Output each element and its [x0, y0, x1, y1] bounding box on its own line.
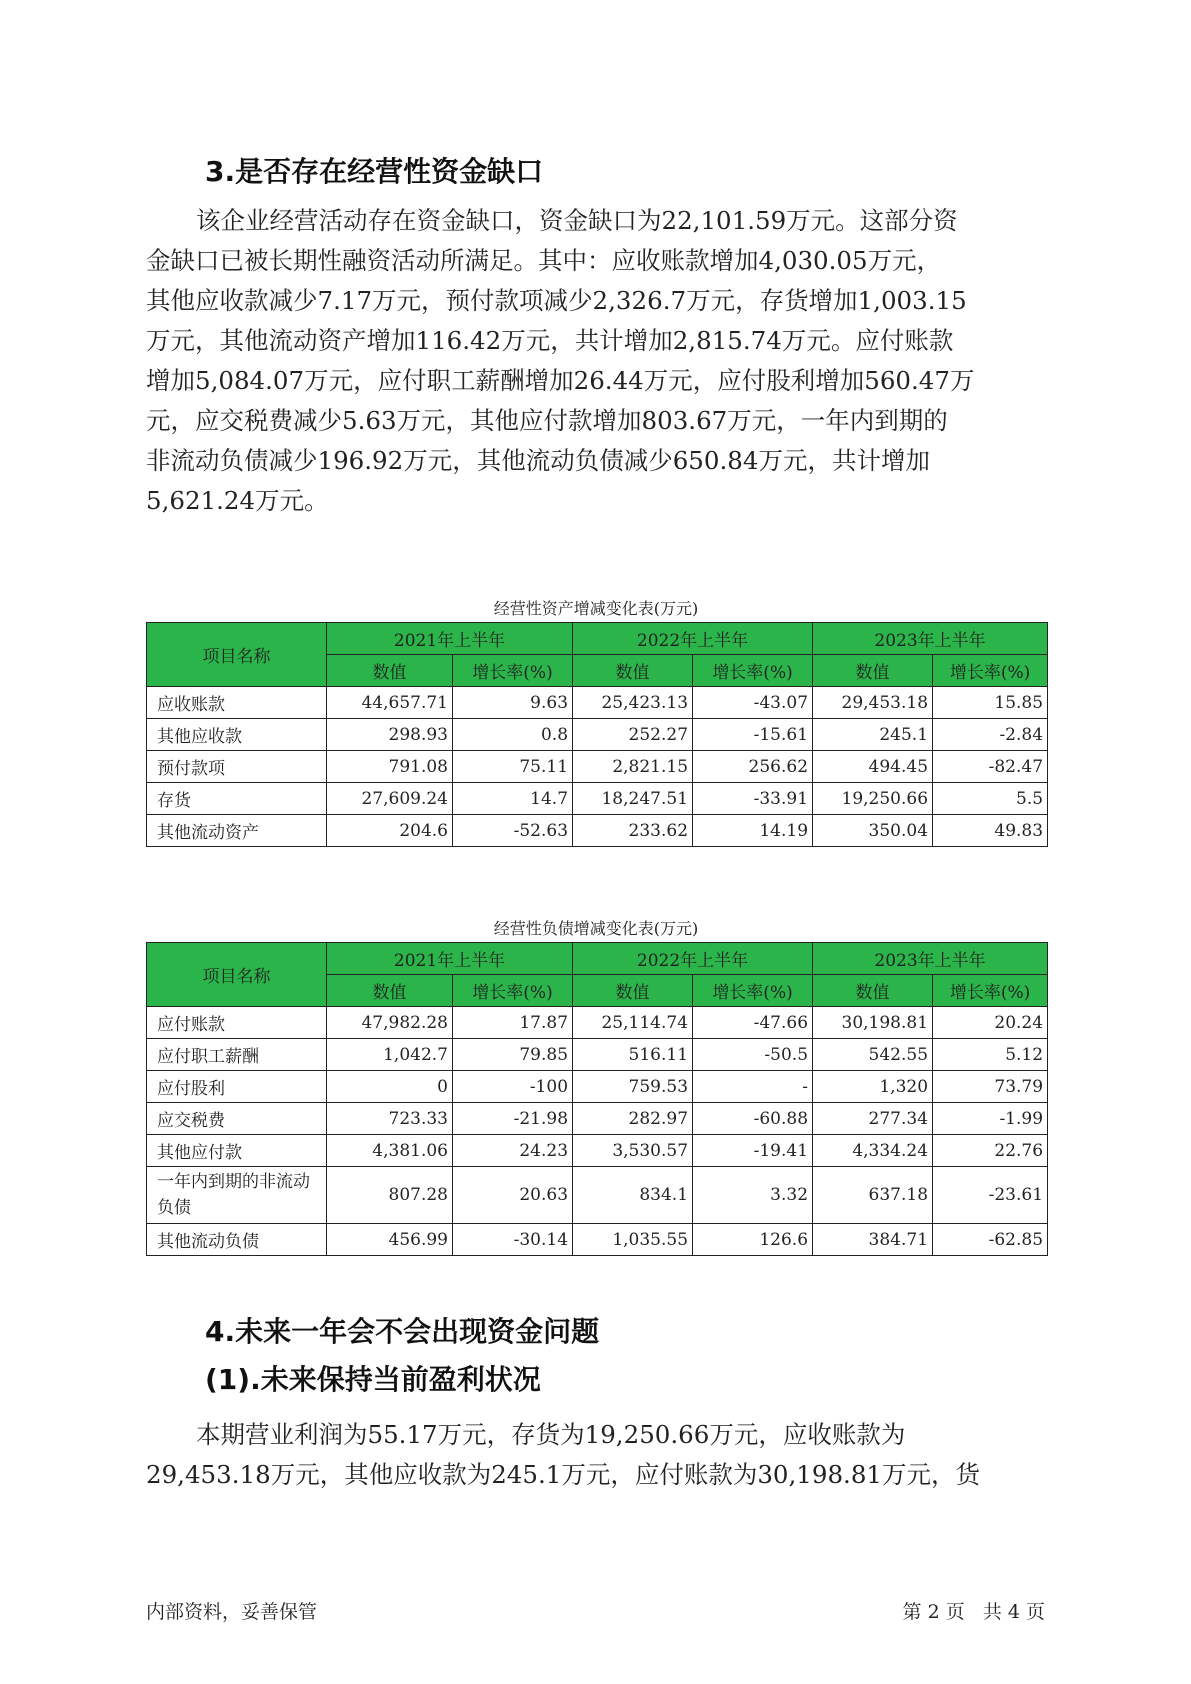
cell-value: 0 [327, 1071, 453, 1103]
cell-growth: 75.11 [453, 751, 573, 783]
cell-value: 807.28 [327, 1167, 453, 1224]
row-name: 其他应付款 [147, 1135, 327, 1167]
cell-value: 18,247.51 [573, 783, 693, 815]
cell-growth: -82.47 [933, 751, 1048, 783]
row-name: 其他流动负债 [147, 1224, 327, 1256]
cell-growth: -1.99 [933, 1103, 1048, 1135]
cell-growth: -15.61 [693, 719, 813, 751]
table-row [147, 783, 1048, 815]
growth-header: 增长率(%) [693, 655, 813, 687]
table-row [147, 719, 1048, 751]
cell-growth: 17.87 [453, 1007, 573, 1039]
growth-header: 增长率(%) [693, 975, 813, 1007]
paragraph-line: 29,453.18万元，其他应收款为245.1万元，应付账款为30,198.81万元，货 [146, 1460, 981, 1489]
cell-growth: 0.8 [453, 719, 573, 751]
cell-growth: 14.7 [453, 783, 573, 815]
item-name-header: 项目名称 [147, 623, 327, 687]
cell-value: 27,609.24 [327, 783, 453, 815]
row-name: 应收账款 [147, 687, 327, 719]
cell-growth: 9.63 [453, 687, 573, 719]
asset-change-table [146, 622, 1048, 847]
cell-growth: -2.84 [933, 719, 1048, 751]
cell-value: 759.53 [573, 1071, 693, 1103]
cell-value: 44,657.71 [327, 687, 453, 719]
cell-value: 494.45 [813, 751, 933, 783]
paragraph-line: 增加5,084.07万元，应付职工薪酬增加26.44万元，应付股利增加560.47万 [146, 366, 975, 395]
row-name: 预付款项 [147, 751, 327, 783]
paragraph-line: 该企业经营活动存在资金缺口，资金缺口为22,101.59万元。这部分资 [196, 206, 958, 235]
cell-growth: 14.19 [693, 815, 813, 847]
cell-growth: 256.62 [693, 751, 813, 783]
cell-value: 4,381.06 [327, 1135, 453, 1167]
row-name: 其他应收款 [147, 719, 327, 751]
cell-value: 3,530.57 [573, 1135, 693, 1167]
table-row [147, 1007, 1048, 1039]
period-header: 2021年上半年 [327, 623, 573, 655]
table-row [147, 751, 1048, 783]
cell-growth: -43.07 [693, 687, 813, 719]
cell-growth: 24.23 [453, 1135, 573, 1167]
growth-header: 增长率(%) [453, 975, 573, 1007]
table-row [147, 815, 1048, 847]
table-row [147, 1039, 1048, 1071]
row-name: 应付股利 [147, 1071, 327, 1103]
paragraph-line: 5,621.24万元。 [146, 486, 329, 515]
cell-value: 277.34 [813, 1103, 933, 1135]
cell-value: 4,334.24 [813, 1135, 933, 1167]
paragraph-line: 万元，其他流动资产增加116.42万元，共计增加2,815.74万元。应付账款 [146, 326, 954, 355]
paragraph-line: 金缺口已被长期性融资活动所满足。其中：应收账款增加4,030.05万元， [146, 246, 942, 275]
section4-paragraph [146, 1415, 1046, 1495]
cell-value: 30,198.81 [813, 1007, 933, 1039]
cell-growth: 20.63 [453, 1167, 573, 1224]
period-header: 2022年上半年 [573, 943, 813, 975]
cell-growth: 15.85 [933, 687, 1048, 719]
value-header: 数值 [573, 975, 693, 1007]
period-header: 2021年上半年 [327, 943, 573, 975]
value-header: 数值 [327, 655, 453, 687]
cell-growth: -21.98 [453, 1103, 573, 1135]
footer-confidential-note: 内部资料，妥善保管 [146, 1601, 318, 1623]
row-name: 应付职工薪酬 [147, 1039, 327, 1071]
table-row [147, 687, 1048, 719]
cell-growth: -60.88 [693, 1103, 813, 1135]
row-name: 应交税费 [147, 1103, 327, 1135]
section4-heading: 4.未来一年会不会出现资金问题 [205, 1315, 600, 1348]
growth-header: 增长率(%) [453, 655, 573, 687]
table-row [147, 1224, 1048, 1256]
cell-value: 298.93 [327, 719, 453, 751]
cell-value: 516.11 [573, 1039, 693, 1071]
value-header: 数值 [327, 975, 453, 1007]
cell-value: 1,042.7 [327, 1039, 453, 1071]
cell-growth: 73.79 [933, 1071, 1048, 1103]
cell-value: 19,250.66 [813, 783, 933, 815]
cell-value: 47,982.28 [327, 1007, 453, 1039]
paragraph-line: 其他应收款减少7.17万元，预付款项减少2,326.7万元，存货增加1,003.15 [146, 286, 967, 315]
cell-value: 723.33 [327, 1103, 453, 1135]
table2-caption: 经营性负债增减变化表(万元) [493, 919, 699, 938]
cell-value: 1,035.55 [573, 1224, 693, 1256]
liability-change-table [146, 942, 1048, 1256]
value-header: 数值 [813, 975, 933, 1007]
cell-value: 834.1 [573, 1167, 693, 1224]
value-header: 数值 [573, 655, 693, 687]
row-name: 应付账款 [147, 1007, 327, 1039]
cell-growth: -100 [453, 1071, 573, 1103]
item-name-header: 项目名称 [147, 943, 327, 1007]
cell-growth: 5.12 [933, 1039, 1048, 1071]
cell-growth: -47.66 [693, 1007, 813, 1039]
cell-value: 350.04 [813, 815, 933, 847]
section4-subheading: (1).未来保持当前盈利状况 [205, 1363, 541, 1396]
period-header: 2022年上半年 [573, 623, 813, 655]
cell-growth: -30.14 [453, 1224, 573, 1256]
growth-header: 增长率(%) [933, 655, 1048, 687]
cell-growth: - [693, 1071, 813, 1103]
cell-growth: 3.32 [693, 1167, 813, 1224]
cell-value: 282.97 [573, 1103, 693, 1135]
cell-growth: -52.63 [453, 815, 573, 847]
cell-growth: 5.5 [933, 783, 1048, 815]
table-row [147, 1103, 1048, 1135]
cell-value: 25,114.74 [573, 1007, 693, 1039]
cell-growth: -33.91 [693, 783, 813, 815]
cell-value: 204.6 [327, 815, 453, 847]
cell-value: 2,821.15 [573, 751, 693, 783]
cell-growth: 22.76 [933, 1135, 1048, 1167]
cell-value: 25,423.13 [573, 687, 693, 719]
row-name: 其他流动资产 [147, 815, 327, 847]
paragraph-line: 本期营业利润为55.17万元，存货为19,250.66万元，应收账款为 [196, 1420, 906, 1449]
cell-value: 791.08 [327, 751, 453, 783]
section3-paragraph [146, 201, 1046, 521]
cell-value: 233.62 [573, 815, 693, 847]
section3-heading: 3.是否存在经营性资金缺口 [205, 155, 544, 188]
table1-caption: 经营性资产增减变化表(万元) [493, 599, 699, 618]
cell-growth: -19.41 [693, 1135, 813, 1167]
cell-value: 542.55 [813, 1039, 933, 1071]
row-name: 存货 [147, 783, 327, 815]
value-header: 数值 [813, 655, 933, 687]
cell-growth: 126.6 [693, 1224, 813, 1256]
cell-value: 384.71 [813, 1224, 933, 1256]
cell-growth: -62.85 [933, 1224, 1048, 1256]
cell-growth: -50.5 [693, 1039, 813, 1071]
cell-value: 245.1 [813, 719, 933, 751]
growth-header: 增长率(%) [933, 975, 1048, 1007]
cell-value: 456.99 [327, 1224, 453, 1256]
table-row [147, 1135, 1048, 1167]
cell-growth: 20.24 [933, 1007, 1048, 1039]
cell-value: 29,453.18 [813, 687, 933, 719]
paragraph-line: 元，应交税费减少5.63万元，其他应付款增加803.67万元，一年内到期的 [146, 406, 948, 435]
cell-growth: 79.85 [453, 1039, 573, 1071]
table-row [147, 1071, 1048, 1103]
cell-value: 1,320 [813, 1071, 933, 1103]
table-row [147, 1167, 1048, 1224]
cell-growth: 49.83 [933, 815, 1048, 847]
footer-page-number: 第 2 页 共 4 页 [902, 1601, 1045, 1623]
paragraph-line: 非流动负债减少196.92万元，其他流动负债减少650.84万元，共计增加 [146, 446, 930, 475]
period-header: 2023年上半年 [813, 623, 1048, 655]
cell-growth: -23.61 [933, 1167, 1048, 1224]
row-name: 一年内到期的非流动负债 [147, 1167, 327, 1224]
cell-value: 252.27 [573, 719, 693, 751]
cell-value: 637.18 [813, 1167, 933, 1224]
period-header: 2023年上半年 [813, 943, 1048, 975]
